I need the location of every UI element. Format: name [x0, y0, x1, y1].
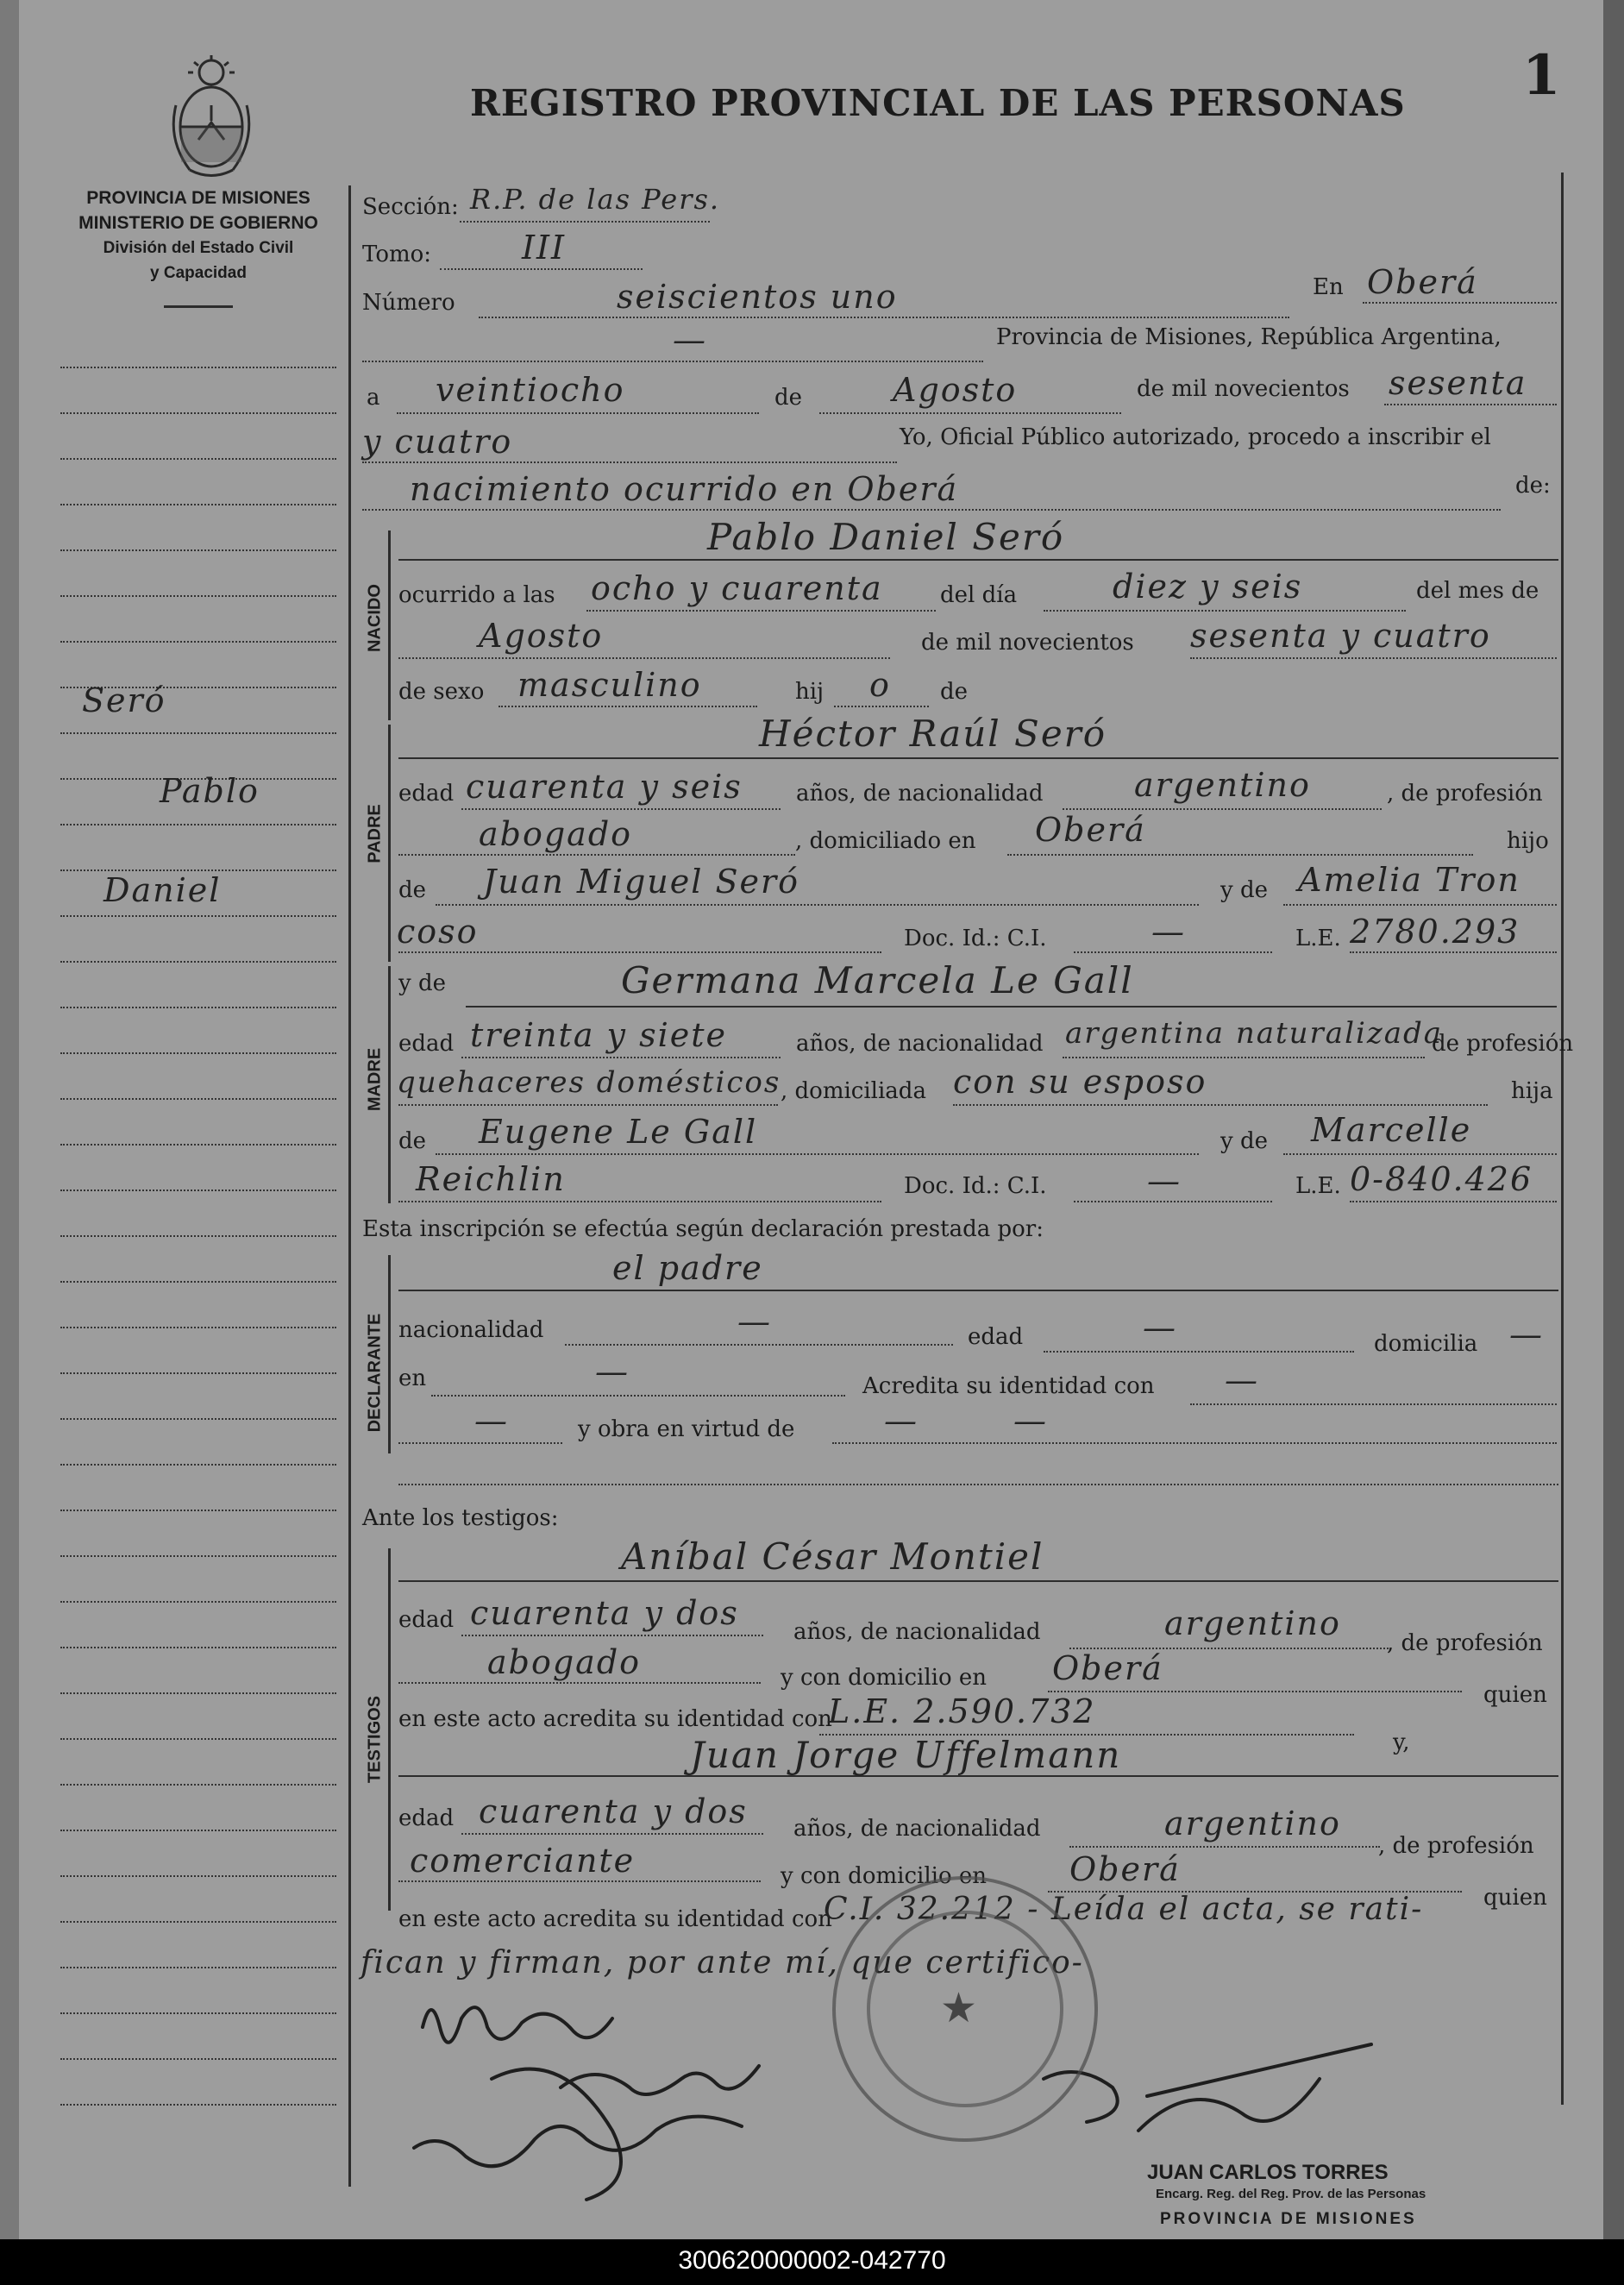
- numero-line: [479, 317, 1289, 318]
- madre-y-de-label2: y de: [1220, 1128, 1268, 1154]
- nacido-bracket: [388, 530, 391, 720]
- declarante-edad-label: edad: [968, 1324, 1024, 1350]
- madre-father-value: Eugene Le Gall: [479, 1113, 758, 1151]
- padre-mother-line-2: [398, 951, 881, 953]
- nacimiento-line: [362, 509, 1501, 511]
- padre-doc-line: [1074, 951, 1272, 953]
- madre-mother-line-2: [398, 1201, 881, 1202]
- provincia-text: Provincia de Misiones, República Argentina,: [996, 324, 1502, 350]
- left-margin-line: [60, 1190, 336, 1191]
- padre-dom-label: , domiciliado en: [795, 828, 976, 854]
- en-line: [1363, 302, 1557, 304]
- hij-line: [834, 706, 929, 707]
- t1-prof-label: , de profesión: [1387, 1630, 1543, 1656]
- madre-dom-label: , domiciliada: [781, 1078, 926, 1104]
- padre-y-de-label: y de: [1220, 877, 1268, 903]
- padre-mother-value-1: Amelia Tron: [1298, 861, 1521, 899]
- del-dia-label: del día: [940, 582, 1018, 608]
- madre-name-line: [466, 1006, 1557, 1008]
- anio-value: sesenta y cuatro: [1190, 617, 1491, 655]
- left-margin-line: [60, 1327, 336, 1328]
- madre-prof-line: [398, 1104, 778, 1106]
- document-code: 300620000002-042770: [678, 2246, 946, 2275]
- madre-bracket: [388, 966, 391, 1203]
- t2-nac-value: argentino: [1164, 1805, 1341, 1842]
- signature-3: [414, 2117, 742, 2167]
- padre-prof-line: [398, 854, 795, 856]
- t2-prof-line: [398, 1880, 761, 1882]
- en-value: Oberá: [1367, 263, 1478, 301]
- declarante-last-line: [398, 1484, 1558, 1485]
- t1-dom-value: Oberá: [1052, 1649, 1163, 1687]
- ocurrido-label: ocurrido a las: [398, 582, 555, 608]
- madre-mother-line: [1283, 1153, 1557, 1155]
- sexo-value: masculino: [517, 666, 702, 704]
- declarante-obra-dash: —: [884, 1402, 919, 1440]
- signature-4: [1138, 2079, 1320, 2131]
- padre-father-value: Juan Miguel Seró: [483, 863, 800, 901]
- page-left-edge: [0, 0, 19, 2239]
- sexo-label: de sexo: [398, 679, 485, 705]
- padre-le-line: [1350, 951, 1557, 953]
- declarante-side-label: DECLARANTE: [365, 1313, 385, 1433]
- left-margin-line: [60, 1007, 336, 1008]
- seccion-label: Sección:: [362, 194, 459, 220]
- signature-loop: [492, 2069, 621, 2200]
- left-margin-line: [60, 1098, 336, 1100]
- padre-name: Héctor Raúl Seró: [759, 712, 1107, 755]
- stamp-province: PROVINCIA DE MISIONES: [1160, 2210, 1417, 2228]
- seal-star-icon: ★: [940, 1984, 978, 2032]
- page-number: 1: [1522, 43, 1561, 108]
- sexo-line: [498, 706, 757, 707]
- blank-line-dash: —: [673, 321, 707, 359]
- hora-value: ocho y cuarenta: [591, 569, 883, 607]
- signature-stroke: [1147, 2044, 1371, 2096]
- declarante-obra-dash-2: —: [1013, 1402, 1048, 1440]
- org-line-division: División del Estado Civil: [103, 239, 294, 257]
- madre-de-label: de: [398, 1128, 427, 1154]
- t2-acto-label: en este acto acredita su identidad con: [398, 1906, 832, 1932]
- madre-edad-value: treinta y siete: [470, 1016, 728, 1054]
- madre-le-line: [1350, 1201, 1557, 1202]
- page-right-edge: [1603, 0, 1624, 2239]
- padre-nac-line: [1063, 808, 1382, 810]
- madre-mother-value-1: Marcelle: [1311, 1111, 1472, 1149]
- declarante-acredita-label: Acredita su identidad con: [862, 1373, 1155, 1399]
- hij-value: o: [869, 666, 891, 704]
- padre-le-value: 2780.293: [1350, 913, 1521, 951]
- declarante-blank-dash: —: [474, 1402, 509, 1440]
- t1-prof-value: abogado: [487, 1643, 642, 1681]
- day-value: veintiocho: [436, 371, 625, 409]
- signature-1: [423, 2007, 612, 2043]
- mes-value: Agosto: [479, 617, 604, 655]
- nacimiento-value: nacimiento ocurrido en Oberá: [410, 470, 959, 508]
- testigos-intro: Ante los testigos:: [362, 1505, 559, 1531]
- madre-hija-label: hija: [1511, 1078, 1553, 1104]
- madre-edad-line: [461, 1057, 781, 1058]
- declarante-domic-dash: —: [1509, 1315, 1544, 1353]
- left-margin-line: [60, 412, 336, 414]
- dia-line: [1044, 610, 1406, 612]
- numero-label: Número: [362, 290, 455, 316]
- numero-value: seiscientos uno: [617, 278, 898, 316]
- left-margin-line: [60, 1418, 336, 1420]
- madre-side-label: MADRE: [365, 1047, 385, 1112]
- testigos-side-label: TESTIGOS: [365, 1695, 385, 1784]
- t1-nac-label: años, de nacionalidad: [793, 1619, 1041, 1645]
- padre-side-label: PADRE: [365, 804, 385, 863]
- main-column-divider: [348, 185, 351, 2187]
- madre-doc-value: —: [1147, 1162, 1182, 1200]
- padre-edad-label: edad: [398, 781, 455, 807]
- madre-prof-label: de profesión: [1432, 1031, 1574, 1057]
- t1-dom-label: y con domicilio en: [781, 1665, 988, 1691]
- t1-name: Aníbal César Montiel: [621, 1535, 1044, 1578]
- left-margin-line: [60, 1235, 336, 1237]
- t2-edad-line: [461, 1833, 763, 1835]
- madre-dom-line: [953, 1104, 1488, 1106]
- declarante-en-dash: —: [595, 1353, 630, 1390]
- madre-nac-line: [1063, 1057, 1425, 1058]
- tomo-line: [440, 268, 643, 270]
- padre-prof-label: , de profesión: [1387, 781, 1543, 807]
- madre-doc-label: Doc. Id.: C.I.: [904, 1173, 1047, 1199]
- seccion-value: R.P. de las Pers.: [470, 183, 721, 216]
- padre-le-label: L.E.: [1295, 926, 1341, 951]
- nacido-side-label: NACIDO: [365, 584, 385, 652]
- year-value-2: y cuatro: [362, 423, 513, 461]
- madre-le-label: L.E.: [1295, 1173, 1341, 1199]
- left-margin-line: [60, 915, 336, 917]
- left-margin-line: [60, 1967, 336, 1968]
- tomo-value: III: [522, 229, 567, 267]
- left-margin-line: [60, 504, 336, 505]
- month-line: [819, 412, 1121, 414]
- signature-2: [561, 2066, 759, 2094]
- padre-dom-value: Oberá: [1035, 811, 1146, 849]
- t2-nac-line: [1069, 1846, 1380, 1848]
- coat-of-arms-icon: [164, 53, 259, 183]
- declarante-nac-dash: —: [737, 1303, 772, 1340]
- padre-bracket: [388, 725, 391, 962]
- padre-mother-value-2: coso: [397, 913, 479, 951]
- left-margin-line: [60, 961, 336, 963]
- left-margin-line: [60, 458, 336, 460]
- declarante-name-line: [398, 1290, 1558, 1291]
- declarante-bracket: [388, 1255, 391, 1453]
- t1-edad-label: edad: [398, 1607, 455, 1633]
- year-line-1: [1384, 404, 1557, 405]
- left-margin-line: [60, 1830, 336, 1831]
- madre-name: Germana Marcela Le Gall: [621, 959, 1134, 1001]
- org-header: [52, 185, 345, 286]
- left-margin-line: [60, 1144, 336, 1146]
- madre-nac-value: argentina naturalizada: [1065, 1016, 1444, 1051]
- madre-father-line: [436, 1153, 1199, 1155]
- declarante-edad-line: [1044, 1351, 1354, 1353]
- left-margin-line: [60, 732, 336, 734]
- padre-name-line: [398, 757, 1558, 759]
- en-label: En: [1313, 274, 1344, 300]
- t2-edad-value: cuarenta y dos: [479, 1792, 748, 1830]
- declarante-blank-line: [398, 1442, 562, 1444]
- declarante-nac-label: nacionalidad: [398, 1317, 544, 1343]
- t1-dom-line: [1048, 1691, 1462, 1692]
- left-margin-line: [60, 1692, 336, 1694]
- left-margin-line: [60, 824, 336, 825]
- declarante-obra-line: [832, 1442, 1557, 1444]
- left-margin-line: [60, 1784, 336, 1786]
- left-margin-line: [60, 1738, 336, 1740]
- t1-edad-value: cuarenta y dos: [470, 1594, 739, 1632]
- right-border: [1561, 173, 1564, 2105]
- oficial-text: Yo, Oficial Público autorizado, procedo a inscribir el: [900, 424, 1491, 450]
- t2-acto-value: C.I. 32.212 - Leída el acta, se rati-: [824, 1892, 1424, 1927]
- stamp-title: Encarg. Reg. del Reg. Prov. de las Personas: [1156, 2187, 1426, 2201]
- org-line-province: PROVINCIA DE MISIONES: [86, 188, 310, 208]
- closing-text: fican y firman, por ante mí, que certifico-: [361, 1945, 1084, 1981]
- left-margin-line: [60, 1281, 336, 1283]
- mes-line: [398, 657, 890, 659]
- padre-nac-value: argentino: [1134, 766, 1311, 804]
- left-margin-line: [60, 1875, 336, 1877]
- madre-doc-line: [1074, 1201, 1272, 1202]
- seccion-line: [460, 221, 710, 223]
- declarante-domic-label: domicilia: [1374, 1331, 1478, 1357]
- madre-mother-value-2: Reichlin: [416, 1160, 566, 1198]
- stamp-name: JUAN CARLOS TORRES: [1147, 2161, 1389, 2184]
- madre-dom-value: con su esposo: [953, 1063, 1207, 1101]
- left-margin-line: [60, 549, 336, 551]
- t1-acto-value: L.E. 2.590.732: [828, 1692, 1096, 1730]
- org-line-ministry: MINISTERIO DE GOBIERNO: [78, 213, 318, 233]
- padre-mother-line: [1283, 904, 1557, 906]
- mil-label: de mil novecientos: [1137, 376, 1350, 402]
- t1-nac-value: argentino: [1164, 1604, 1341, 1642]
- t1-edad-line: [461, 1635, 763, 1636]
- month-value: Agosto: [893, 371, 1018, 409]
- madre-prof-value: quehaceres domésticos: [397, 1065, 781, 1100]
- left-margin-line: [60, 1647, 336, 1648]
- year-value-1: sesenta: [1389, 364, 1527, 402]
- declarante-nac-line: [565, 1344, 953, 1346]
- left-margin-line: [60, 1052, 336, 1054]
- left-margin-line: [60, 367, 336, 368]
- declarante-acredita-dash: —: [1225, 1361, 1259, 1399]
- t2-name: Juan Jorge Uffelmann: [690, 1734, 1122, 1776]
- hora-line: [586, 610, 936, 612]
- madre-edad-label: edad: [398, 1031, 455, 1057]
- padre-doc-value: —: [1151, 913, 1186, 951]
- padre-prof-value: abogado: [479, 815, 633, 853]
- t1-name-line: [398, 1580, 1558, 1582]
- left-margin-line: [60, 595, 336, 597]
- madre-le-value: 0-840.426: [1350, 1160, 1533, 1198]
- declarante-intro: Esta inscripción se efectúa según declaración prestada por:: [362, 1216, 1044, 1242]
- nacido-name: Pablo Daniel Seró: [707, 516, 1065, 558]
- footer-bar: [0, 2239, 1624, 2285]
- t1-y: y,: [1393, 1729, 1410, 1755]
- de-label-1: de: [774, 385, 803, 411]
- t2-prof-value: comerciante: [410, 1842, 636, 1880]
- left-margin-line: [60, 1510, 336, 1511]
- padre-father-line: [436, 904, 1199, 906]
- padre-edad-value: cuarenta y seis: [466, 768, 743, 806]
- register-title: REGISTRO PROVINCIAL DE LAS PERSONAS: [470, 82, 1406, 124]
- year-line-2: [362, 461, 897, 463]
- declarante-obra-label: y obra en virtud de: [578, 1416, 795, 1442]
- del-mes-label: del mes de: [1416, 578, 1539, 604]
- declarante-en-line: [431, 1395, 845, 1397]
- padre-de-label: de: [398, 877, 427, 903]
- org-underline: [164, 305, 233, 308]
- nacido-name-line: [398, 559, 1558, 561]
- hij-label: hij: [795, 679, 825, 705]
- madre-y-de-label: y de: [398, 970, 446, 996]
- padre-doc-label: Doc. Id.: C.I.: [904, 926, 1047, 951]
- t2-prof-label: , de profesión: [1378, 1833, 1534, 1859]
- de-colon: de:: [1515, 473, 1551, 499]
- left-margin-line: [60, 641, 336, 643]
- t1-quien: quien: [1483, 1682, 1547, 1708]
- left-margin-line: [60, 1464, 336, 1466]
- padre-hijo-label: hijo: [1507, 828, 1549, 854]
- padre-edad-line: [461, 808, 781, 810]
- a-label: a: [367, 385, 380, 411]
- declarante-acredita-line: [1190, 1403, 1557, 1405]
- left-margin-line: [60, 1921, 336, 1923]
- blank-line-1: [362, 361, 983, 362]
- left-margin-line: [60, 1372, 336, 1374]
- margin-first-name: Pablo: [160, 772, 260, 810]
- t2-dom-label: y con domicilio en: [781, 1863, 988, 1889]
- t2-edad-label: edad: [398, 1805, 455, 1831]
- margin-second-name: Daniel: [103, 871, 222, 909]
- org-line-capacity: y Capacidad: [150, 264, 247, 282]
- padre-dom-line: [1007, 854, 1473, 856]
- t2-dom-value: Oberá: [1069, 1850, 1181, 1888]
- nacido-de-label: de: [940, 679, 969, 705]
- left-margin-line: [60, 1601, 336, 1603]
- anio-line: [1190, 657, 1557, 659]
- day-line: [397, 412, 759, 414]
- padre-nac-label: años, de nacionalidad: [796, 781, 1044, 807]
- t2-quien: quien: [1483, 1885, 1547, 1911]
- declarante-name: el padre: [612, 1249, 763, 1287]
- t1-prof-line: [398, 1682, 761, 1684]
- margin-surname: Seró: [82, 681, 166, 719]
- nacido-mil-label: de mil novecientos: [921, 630, 1134, 656]
- declarante-edad-dash: —: [1143, 1309, 1177, 1347]
- testigos-bracket: [388, 1548, 391, 1911]
- dia-value: diez y seis: [1113, 568, 1303, 606]
- left-margin-line: [60, 1555, 336, 1557]
- tomo-label: Tomo:: [362, 242, 432, 267]
- t1-acto-label: en este acto acredita su identidad con: [398, 1706, 832, 1732]
- declarante-en-label: en: [398, 1365, 427, 1391]
- t2-nac-label: años, de nacionalidad: [793, 1816, 1041, 1842]
- madre-nac-label: años, de nacionalidad: [796, 1031, 1044, 1057]
